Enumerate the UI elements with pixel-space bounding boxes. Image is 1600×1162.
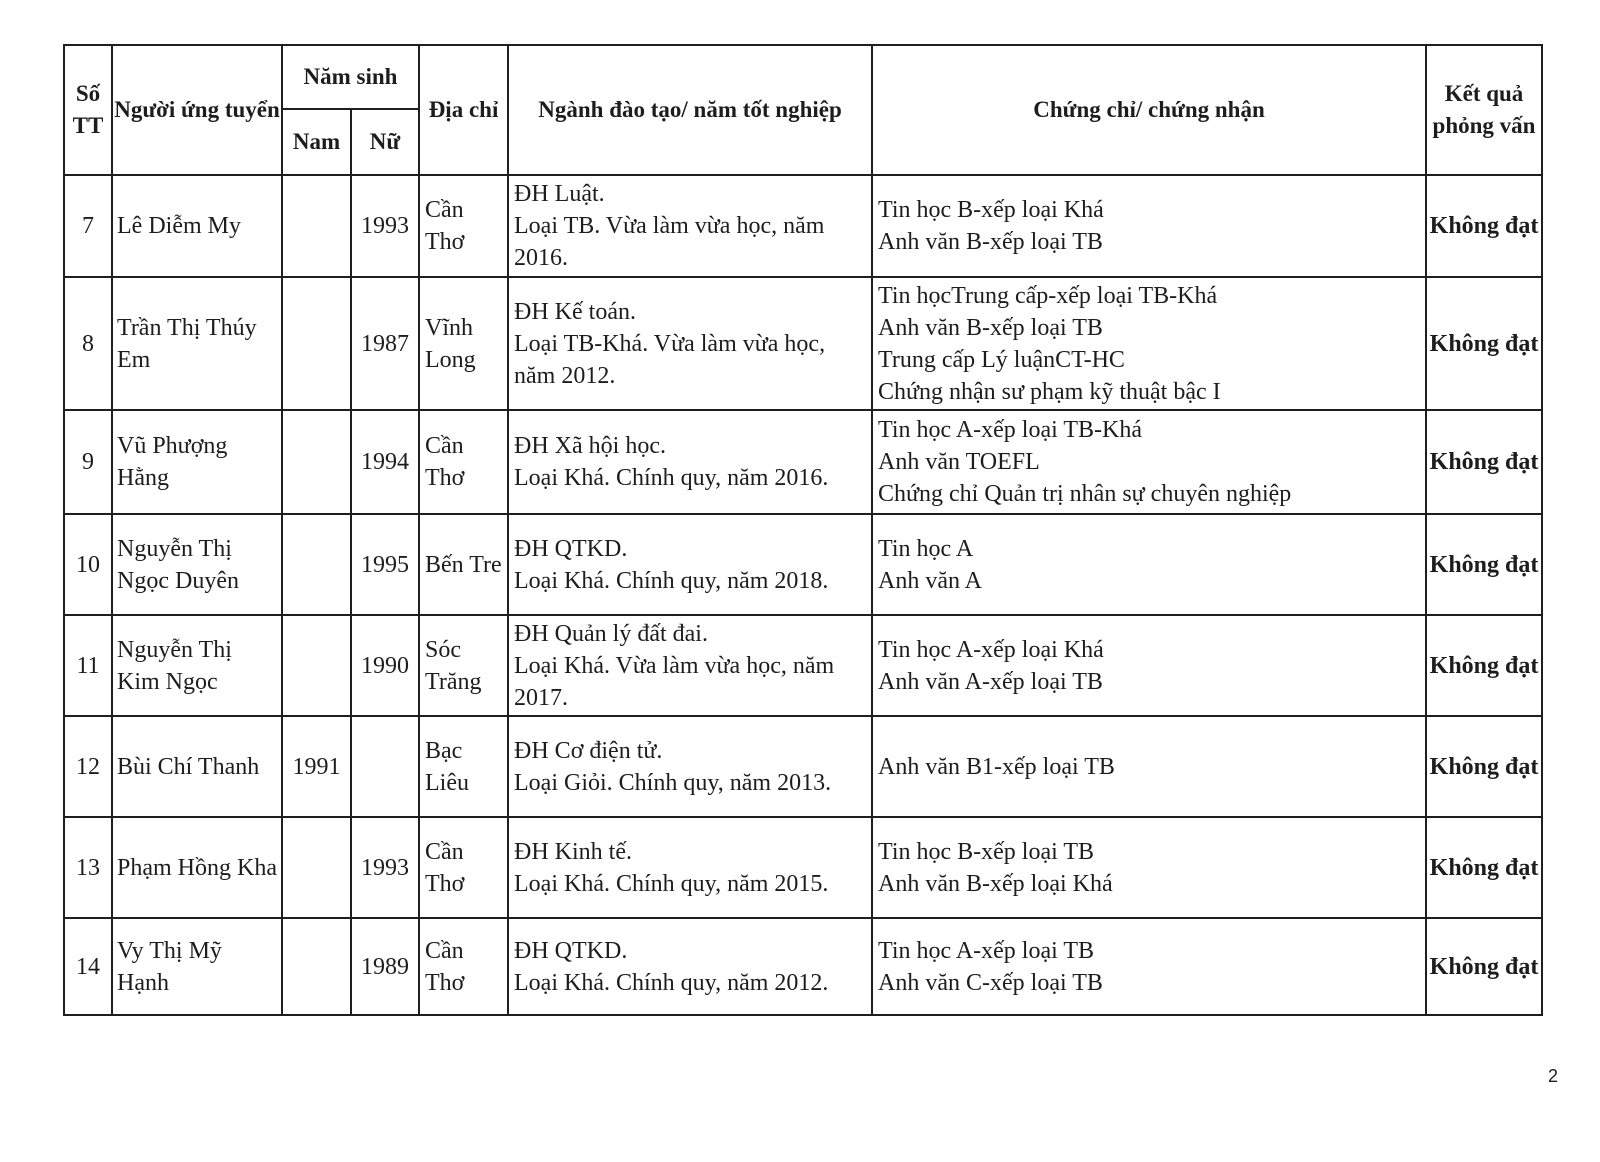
major-line: Loại Khá. Chính quy, năm 2016.: [514, 465, 829, 491]
certificate-line: Tin học A: [878, 535, 974, 562]
cell-female-birth-year: 1995: [351, 514, 419, 615]
certificate-line: Anh văn B1-xếp loại TB: [878, 753, 1115, 780]
cell-female-birth-year: [351, 716, 419, 817]
major-line: ĐH QTKD.: [514, 535, 628, 562]
major-line: ĐH Kinh tế.: [514, 838, 632, 865]
cell-name: Vy Thị Mỹ Hạnh: [112, 918, 282, 1015]
cell-major: [508, 817, 872, 918]
cell-major: [508, 615, 872, 716]
cell-male-birth-year: [282, 817, 351, 918]
table-row: [64, 277, 1542, 410]
cell-result: Không đạt: [1426, 615, 1542, 716]
certificate-line: Tin học A-xếp loại TB-Khá: [878, 417, 1143, 443]
certificate-line: Tin họcTrung cấp-xếp loại TB-Khá: [878, 282, 1218, 309]
certificate-line: Tin học B-xếp loại TB: [878, 838, 1095, 865]
cell-male-birth-year: [282, 277, 351, 410]
header-candidate: Người ứng tuyển: [112, 45, 282, 175]
cell-certificates: [872, 615, 1426, 716]
major-line: Loại Khá. Chính quy, năm 2018.: [514, 567, 829, 594]
cell-stt: 13: [64, 817, 112, 918]
cell-result: Không đạt: [1426, 817, 1542, 918]
cell-male-birth-year: [282, 175, 351, 277]
cell-major: [508, 175, 872, 277]
certificate-line: Anh văn B-xếp loại Khá: [878, 870, 1113, 897]
header-stt: Số TT: [64, 45, 112, 175]
cell-certificates: [872, 918, 1426, 1015]
major-line: ĐH Kế toán.: [514, 298, 636, 325]
candidate-results-table: [63, 44, 1543, 1016]
cell-name: Trần Thị Thúy Em: [112, 277, 282, 410]
certificate-line: Chứng nhận sư phạm kỹ thuật bậc I: [878, 378, 1221, 405]
cell-female-birth-year: 1990: [351, 615, 419, 716]
certificate-line: Anh văn A: [878, 567, 983, 594]
cell-female-birth-year: 1987: [351, 277, 419, 410]
certificate-line: Anh văn B-xếp loại TB: [878, 229, 1103, 255]
header-male: Nam: [282, 109, 351, 175]
cell-stt: 12: [64, 716, 112, 817]
cell-address: Cần Thơ: [419, 918, 508, 1015]
cell-address: Cần Thơ: [419, 410, 508, 514]
header-female: Nữ: [351, 109, 419, 175]
cell-certificates: [872, 817, 1426, 918]
cell-address: Bạc Liêu: [419, 716, 508, 817]
cell-male-birth-year: [282, 918, 351, 1015]
cell-name: Nguyễn Thị Kim Ngọc: [112, 615, 282, 716]
major-line: Loại Khá. Chính quy, năm 2015.: [514, 870, 829, 897]
certificate-line: Anh văn C-xếp loại TB: [878, 969, 1103, 996]
table-body: [64, 175, 1542, 1015]
cell-name: Bùi Chí Thanh: [112, 716, 282, 817]
cell-result: Không đạt: [1426, 175, 1542, 277]
certificate-line: Anh văn TOEFL: [878, 449, 1040, 475]
cell-major: [508, 918, 872, 1015]
cell-major: [508, 716, 872, 817]
certificate-line: Tin học B-xếp loại Khá: [878, 197, 1104, 223]
major-line: Loại Khá. Chính quy, năm 2012.: [514, 969, 829, 996]
cell-major: [508, 514, 872, 615]
table-row: [64, 918, 1542, 1015]
cell-result: Không đạt: [1426, 277, 1542, 410]
cell-name: Nguyễn Thị Ngọc Duyên: [112, 514, 282, 615]
certificate-line: Anh văn A-xếp loại TB: [878, 668, 1103, 695]
cell-male-birth-year: [282, 514, 351, 615]
cell-name: Vũ Phượng Hằng: [112, 410, 282, 514]
table-row: [64, 817, 1542, 918]
major-line: ĐH Xã hội học.: [514, 433, 666, 459]
cell-address: Bến Tre: [419, 514, 508, 615]
cell-result: Không đạt: [1426, 716, 1542, 817]
cell-major: [508, 277, 872, 410]
cell-stt: 11: [64, 615, 112, 716]
certificate-line: Chứng chỉ Quản trị nhân sự chuyên nghiệp: [878, 481, 1292, 507]
cell-stt: 14: [64, 918, 112, 1015]
major-line: Loại TB. Vừa làm vừa học, năm 2016.: [514, 213, 825, 271]
certificate-line: Trung cấp Lý luậnCT-HC: [878, 346, 1125, 373]
cell-female-birth-year: 1989: [351, 918, 419, 1015]
header-result: Kết quả phỏng vấn: [1426, 45, 1542, 175]
cell-major: [508, 410, 872, 514]
major-line: Loại TB-Khá. Vừa làm vừa học, năm 2012.: [514, 330, 826, 389]
header-address: Địa chỉ: [419, 45, 508, 175]
cell-certificates: [872, 514, 1426, 615]
cell-address: Cần Thơ: [419, 175, 508, 277]
cell-certificates: [872, 410, 1426, 514]
cell-stt: 10: [64, 514, 112, 615]
cell-result: Không đạt: [1426, 514, 1542, 615]
cell-male-birth-year: [282, 615, 351, 716]
cell-result: Không đạt: [1426, 918, 1542, 1015]
cell-address: Vĩnh Long: [419, 277, 508, 410]
header-major: Ngành đào tạo/ năm tốt nghiệp: [508, 45, 872, 175]
page-number: 2: [1547, 1066, 1558, 1086]
cell-stt: 8: [64, 277, 112, 410]
cell-name: Phạm Hồng Kha: [112, 817, 282, 918]
table-row: [64, 514, 1542, 615]
major-line: Loại Giỏi. Chính quy, năm 2013.: [514, 769, 832, 796]
table-row: [64, 410, 1542, 514]
certificate-line: Anh văn B-xếp loại TB: [878, 314, 1103, 341]
cell-address: Cần Thơ: [419, 817, 508, 918]
cell-result: Không đạt: [1426, 410, 1542, 514]
table-row: [64, 615, 1542, 716]
cell-female-birth-year: 1993: [351, 817, 419, 918]
cell-certificates: [872, 175, 1426, 277]
cell-male-birth-year: 1991: [282, 716, 351, 817]
cell-stt: 7: [64, 175, 112, 277]
major-line: ĐH Cơ điện tử.: [514, 737, 663, 764]
cell-female-birth-year: 1994: [351, 410, 419, 514]
certificate-line: Tin học A-xếp loại Khá: [878, 636, 1104, 663]
cell-name: Lê Diễm My: [112, 175, 282, 277]
major-line: ĐH Luật.: [514, 181, 605, 207]
cell-male-birth-year: [282, 410, 351, 514]
certificate-line: Tin học A-xếp loại TB: [878, 937, 1095, 964]
cell-address: Sóc Trăng: [419, 615, 508, 716]
header-birth-year: Năm sinh: [282, 45, 419, 109]
cell-certificates: [872, 716, 1426, 817]
major-line: Loại Khá. Vừa làm vừa học, năm 2017.: [514, 652, 835, 711]
cell-female-birth-year: 1993: [351, 175, 419, 277]
cell-certificates: [872, 277, 1426, 410]
major-line: ĐH Quản lý đất đai.: [514, 620, 708, 647]
table-row: [64, 175, 1542, 277]
table-row: [64, 716, 1542, 817]
header-certificates: Chứng chỉ/ chứng nhận: [872, 45, 1426, 175]
major-line: ĐH QTKD.: [514, 937, 628, 964]
cell-stt: 9: [64, 410, 112, 514]
